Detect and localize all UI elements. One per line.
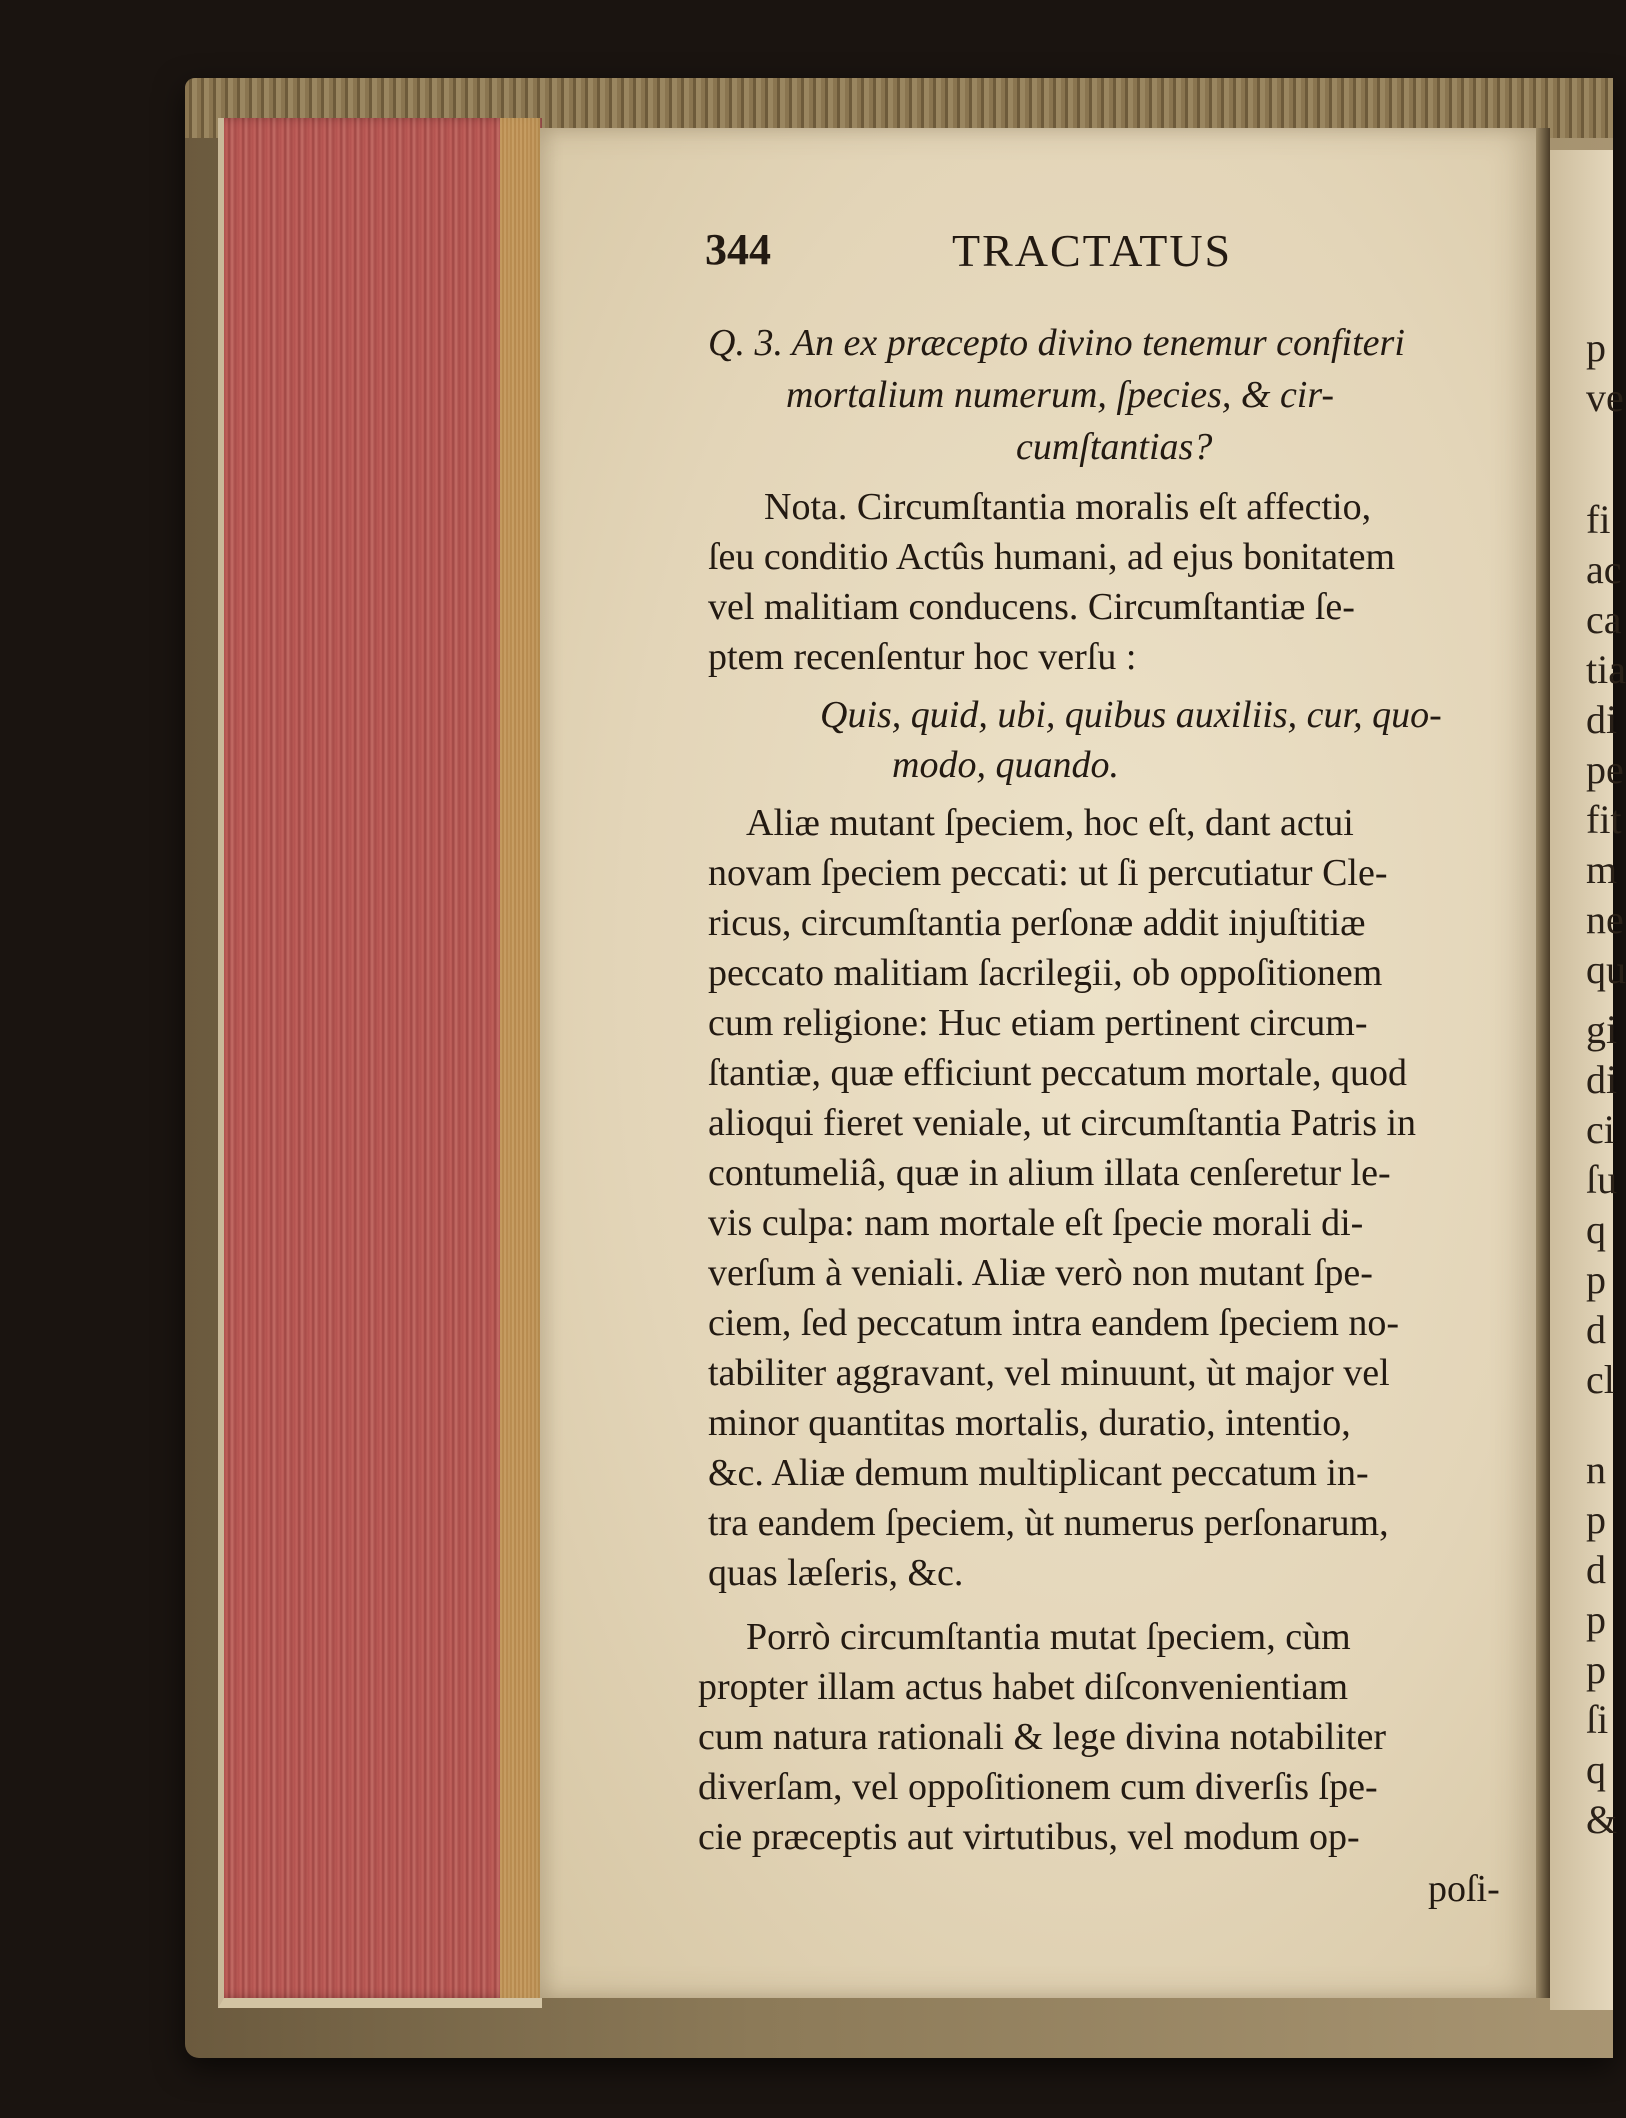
fragment-line: fi <box>1586 497 1611 542</box>
text-line: verſum à veniali. Aliæ verò non mutant ſpe- <box>708 1252 1373 1294</box>
fragment-line: qu <box>1586 947 1626 992</box>
fragment-line: p <box>1586 1597 1606 1642</box>
catchword: poſi- <box>1428 1868 1500 1910</box>
fragment-line: q <box>1586 1747 1606 1792</box>
fragment-line: di <box>1586 697 1618 742</box>
text-line: cie præceptis aut virtutibus, vel modum op- <box>698 1816 1360 1858</box>
question-line: cumſtantias? <box>1016 426 1213 468</box>
fragment-line: di <box>1586 1057 1618 1102</box>
book-gutter <box>1536 128 1550 1998</box>
text-line: tra eandem ſpeciem, ùt numerus perſonarum, <box>708 1502 1389 1544</box>
fragment-line: pe <box>1586 747 1624 792</box>
fragment-line: fit <box>1586 797 1622 842</box>
fragment-line: ne <box>1586 897 1624 942</box>
facing-page-fragment <box>1550 150 1626 2010</box>
fragment-line: n <box>1586 1447 1606 1492</box>
left-page <box>540 128 1540 1998</box>
fragment-line: d <box>1586 1307 1606 1352</box>
text-line: vis culpa: nam mortale eſt ſpecie morali di- <box>708 1202 1364 1244</box>
text-line: ſtantiæ, quæ efficiunt peccatum mortale, quod <box>708 1052 1407 1094</box>
fragment-line: p <box>1586 1497 1606 1542</box>
text-line: propter illam actus habet diſconvenientiam <box>698 1666 1349 1708</box>
fragment-line: tia <box>1586 647 1626 692</box>
fragment-line: ca <box>1586 597 1622 642</box>
text-line: peccato malitiam ſacrilegii, ob oppoſitionem <box>708 952 1383 994</box>
fragment-line: ci <box>1586 1107 1615 1152</box>
page-number: 344 <box>705 225 771 274</box>
fragment-line: q <box>1586 1207 1606 1252</box>
question-line: mortalium numerum, ſpecies, & cir- <box>786 374 1335 416</box>
fragment-line: gi <box>1586 1007 1618 1052</box>
text-line: diverſam, vel oppoſitionem cum diverſis ſpe- <box>698 1766 1378 1808</box>
text-line: contumeliâ, quæ in alium illata cenſeretur le- <box>708 1152 1391 1194</box>
text-line: quas læſeris, &c. <box>708 1552 964 1594</box>
text-line: ciem, ſed peccatum intra eandem ſpeciem no- <box>708 1302 1400 1344</box>
fragment-line: ve <box>1586 375 1624 420</box>
text-line: cum religione: Huc etiam pertinent circum- <box>708 1002 1368 1044</box>
fragment-line: m <box>1586 847 1618 892</box>
fragment-line: d <box>1586 1547 1606 1592</box>
verse-line: Quis, quid, ubi, quibus auxiliis, cur, quo- <box>820 694 1442 736</box>
verse-line: modo, quando. <box>892 744 1119 786</box>
text-line: vel malitiam conducens. Circumſtantiæ ſe- <box>708 586 1355 628</box>
text-line: Nota. Circumſtantia moralis eſt affectio, <box>764 486 1372 528</box>
fragment-line: cl <box>1586 1357 1615 1402</box>
fragment-line: & <box>1586 1797 1618 1842</box>
text-line: Porrò circumſtantia mutat ſpeciem, cùm <box>746 1616 1351 1658</box>
red-page-edges <box>218 118 542 2008</box>
text-line: tabiliter aggravant, vel minuunt, ùt major vel <box>708 1352 1390 1394</box>
text-line: ſeu conditio Actûs humani, ad ejus bonitatem <box>708 536 1396 578</box>
text-line: &c. Aliæ demum multiplicant peccatum in- <box>708 1452 1369 1494</box>
fragment-line: p <box>1586 1257 1606 1302</box>
text-line: ptem recenſentur hoc verſu : <box>708 636 1137 678</box>
text-line: alioqui fieret veniale, ut circumſtantia Patris in <box>708 1102 1417 1144</box>
text-line: novam ſpeciem peccati: ut ſi percutiatur Cle- <box>708 852 1388 894</box>
fragment-line: ſu <box>1586 1157 1618 1202</box>
fragment-line: p <box>1586 325 1606 370</box>
fragment-line: ac <box>1586 547 1622 592</box>
fragment-line: p <box>1586 1647 1606 1692</box>
text-line: ricus, circumſtantia perſonæ addit injuſtitiæ <box>708 902 1366 944</box>
text-line: cum natura rationali & lege divina notabiliter <box>698 1716 1386 1758</box>
question-line: Q. 3. An ex præcepto divino tenemur confiteri <box>708 322 1405 364</box>
text-line: minor quantitas mortalis, duratio, intentio, <box>708 1402 1351 1444</box>
fragment-line: ſi <box>1586 1697 1609 1742</box>
text-line: Aliæ mutant ſpeciem, hoc eſt, dant actui <box>746 802 1354 844</box>
running-head: TRACTATUS <box>952 225 1233 276</box>
page-block-edge <box>500 118 540 1998</box>
